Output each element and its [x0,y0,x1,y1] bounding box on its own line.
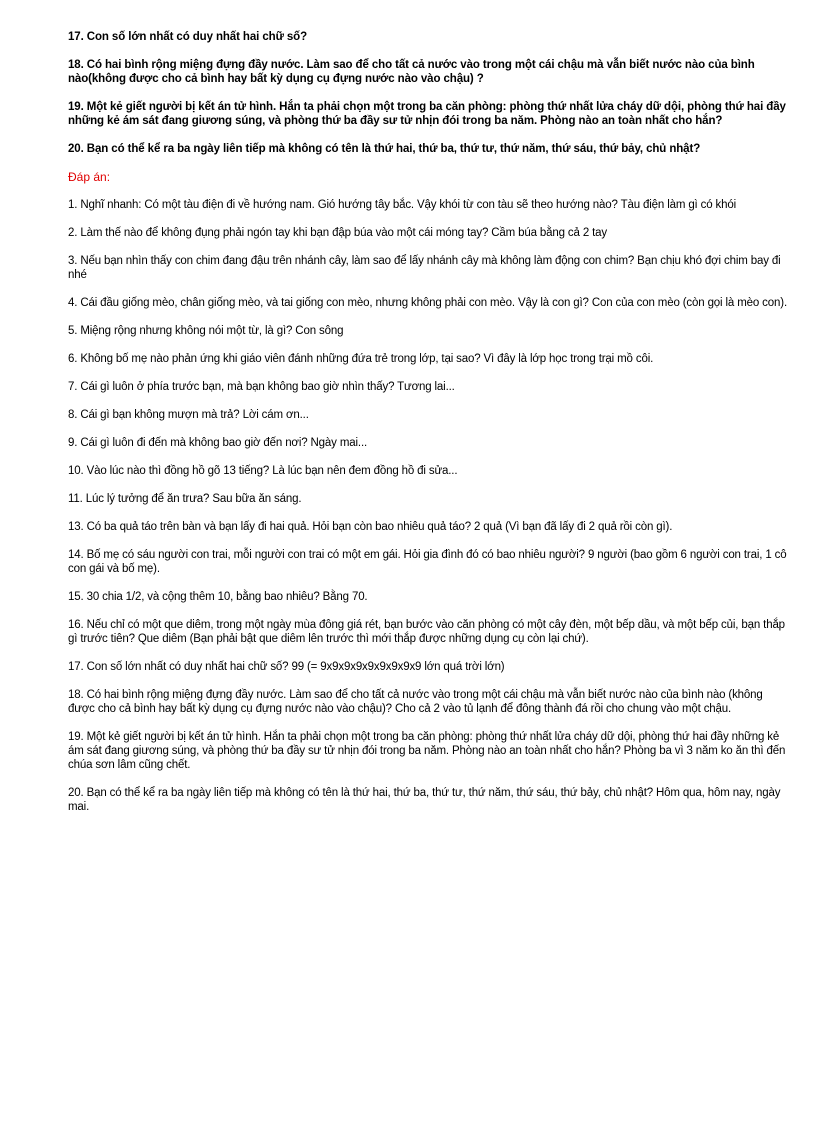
answer-1: 1. Nghĩ nhanh: Có một tàu điện đi về hướng nam. Gió hướng tây bắc. Vậy khói từ con tàu sẽ theo hướng nào? Tàu điện làm gì có khói [68,199,737,211]
answer-4: 4. Cái đầu giống mèo, chân giống mèo, và tai giống con mèo, nhưng không phải con mèo. Vậy là con gì? Con của con mèo (còn gọi là mèo con). [68,297,787,309]
answers-heading: Đáp án: [68,170,111,184]
answer-19: 19. Một kẻ giết người bị kết án tử hình. Hắn ta phải chọn một trong ba căn phòng: phòng thứ nhất lửa cháy dữ dội, phòng thứ hai đầy những kẻ ám sát đang giương súng, và phòng thứ ba đầy sư tử nhịn đói trong ba năm. Phòng nào an toàn nhất cho hắn? Phòng ba vì 3 năm ko ăn thì đến chúa sơn lâm cũng chết. [68,731,786,771]
answer-7: 7. Cái gì luôn ở phía trước bạn, mà bạn không bao giờ nhìn thấy? Tương lai... [68,381,455,393]
answer-16: 16. Nếu chỉ có một que diêm, trong một ngày mùa đông giá rét, bạn bước vào căn phòng có một cây đèn, một bếp dầu, và một bếp củi, bạn thắp gì trước tiên? Que diêm (Bạn phải bật que diêm lên trước thì mới thắp được những dụng cụ còn lại chứ). [68,619,785,645]
answer-17: 17. Con số lớn nhất có duy nhất hai chữ số? 99 (= 9x9x9x9x9x9x9x9x9 lớn quá trời lớn) [68,661,505,673]
answer-10: 10. Vào lúc nào thì đồng hồ gõ 13 tiếng? Là lúc bạn nên đem đồng hồ đi sửa... [68,465,458,477]
answer-11: 11. Lúc lý tưởng để ăn trưa? Sau bữa ăn sáng. [68,493,302,505]
question-17: 17. Con số lớn nhất có duy nhất hai chữ số? [68,31,308,43]
answer-15: 15. 30 chia 1/2, và cộng thêm 10, bằng bao nhiêu? Bằng 70. [68,591,368,603]
answer-8: 8. Cái gì bạn không mượn mà trả? Lời cám ơn... [68,409,309,421]
answer-6: 6. Không bố mẹ nào phản ứng khi giáo viên đánh những đứa trẻ trong lớp, tại sao? Vì đây là lớp học trong trại mồ côi. [68,353,654,365]
answer-13: 13. Có ba quả táo trên bàn và bạn lấy đi hai quả. Hỏi bạn còn bao nhiêu quả táo? 2 quả (Vì bạn đã lấy đi 2 quả rồi còn gì). [68,521,673,533]
answer-9: 9. Cái gì luôn đi đến mà không bao giờ đến nơi? Ngày mai... [68,437,368,449]
question-19: 19. Một kẻ giết người bị kết án tử hình. Hắn ta phải chọn một trong ba căn phòng: phòng thứ nhất lửa cháy dữ dội, phòng thứ hai đầy những kẻ ám sát đang giương súng, và phòng thứ ba đầy sư tử nhịn đói trong ba năm. Phòng nào an toàn nhất cho hắn? [68,101,786,127]
answer-14: 14. Bố mẹ có sáu người con trai, mỗi người con trai có một em gái. Hỏi gia đình đó có bao nhiêu người? 9 người (bao gồm 6 người con trai, 1 cô con gái và bố mẹ). [68,549,787,575]
answer-5: 5. Miệng rộng nhưng không nói một từ, là gì? Con sông [68,325,344,337]
answer-18: 18. Có hai bình rộng miệng đựng đầy nước. Làm sao để cho tất cả nước vào trong một cái chậu mà vẫn biết nước nào của bình nào (không được cho cả bình hay bất kỳ dụng cụ đựng nước nào vào chậu)? Cho cả 2 vào tủ lạnh để đông thành đá rồi cho chung vào một chậu. [68,689,763,715]
answer-20: 20. Bạn có thể kể ra ba ngày liên tiếp mà không có tên là thứ hai, thứ ba, thứ tư, thứ năm, thứ sáu, thứ bảy, chủ nhật? Hôm qua, hôm nay, ngày mai. [68,787,781,813]
answer-3: 3. Nếu bạn nhìn thấy con chim đang đậu trên nhánh cây, làm sao để lấy nhánh cây mà không làm động con chim? Bạn chịu khó đợi chim bay đi nhé [68,255,781,281]
question-20: 20. Bạn có thể kể ra ba ngày liên tiếp mà không có tên là thứ hai, thứ ba, thứ tư, thứ năm, thứ sáu, thứ bảy, chủ nhật? [68,143,701,155]
answer-2: 2. Làm thế nào để không đụng phải ngón tay khi bạn đập búa vào một cái móng tay? Cầm búa bằng cả 2 tay [68,227,608,239]
question-18: 18. Có hai bình rộng miệng đựng đầy nước. Làm sao để cho tất cả nước vào trong một cái chậu mà vẫn biết nước nào của bình nào(không được cho cả bình hay bất kỳ dụng cụ đựng nước nào vào chậu) ? [68,59,755,85]
document-page [68,30,792,828]
